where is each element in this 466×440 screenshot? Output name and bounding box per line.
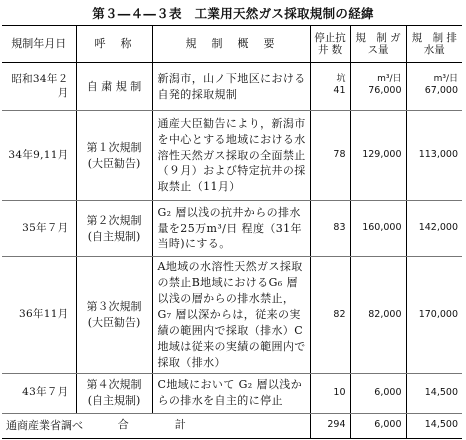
row-gas: 6,000: [350, 373, 406, 413]
row-name: [76, 373, 152, 413]
row-date: 34年9,11月: [2, 111, 76, 201]
row-wells: 78: [310, 111, 350, 201]
header-name: 呼 称: [76, 26, 152, 63]
row-name: [76, 201, 152, 257]
table-row: [2, 257, 462, 374]
header-wells: 停止抗井 数: [310, 26, 350, 63]
row-summary: C地域において G₂ 層以浅からの排水を自主的に停止: [152, 373, 310, 413]
row-gas: 82,000: [350, 257, 406, 374]
row-wells: [310, 63, 350, 111]
row-date: 35年７月: [2, 201, 76, 257]
row-water-value: 67,000: [424, 85, 458, 97]
row-gas-value: 76,000: [368, 85, 402, 97]
header-date: 規制年月日: [2, 26, 76, 63]
water-unit: m³/日: [433, 74, 458, 85]
row-summary: A地域の水溶性天然ガス採取の禁止B地域におけるG₆ 層以浅の層からの排水禁止，G₇ 層以深からは，従来の実績の範囲内で採取（排水）C地域は従来の実績の範囲内で採取（排水）: [152, 257, 310, 374]
row-name-line1: 自 粛 規 制: [86, 79, 142, 93]
row-gas: 160,000: [350, 201, 406, 257]
row-name-line1: 第２次規制: [86, 213, 142, 227]
row-name: [76, 257, 152, 374]
table-row: [2, 111, 462, 201]
total-gas: 6,000: [350, 413, 406, 438]
row-name-line2: (自主規制): [87, 229, 141, 243]
gas-unit: m³/日: [377, 74, 402, 85]
row-water: [406, 63, 462, 111]
row-wells: 83: [310, 201, 350, 257]
row-water: 142,000: [406, 201, 462, 257]
row-name-line2: (自主規制): [87, 394, 141, 408]
wells-unit: 坑: [336, 74, 346, 85]
regulation-history-table: [2, 25, 462, 439]
total-wells: 294: [310, 413, 350, 438]
row-date: 36年11月: [2, 257, 76, 374]
header-summary: 規 制 概 要: [152, 26, 310, 63]
row-name: [76, 111, 152, 201]
row-summary: 新潟市，山ノ下地区における自発的採取規制: [152, 63, 310, 111]
row-name-line1: 第３次規制: [86, 299, 142, 313]
row-name-line2: (大臣勧告): [87, 156, 141, 170]
row-summary: 通産大臣勧告により，新潟市を中心とする地域における水溶性天然ガス採取の全面禁止（９月）および特定抗井の採取禁止（11月）: [152, 111, 310, 201]
table-row: [2, 373, 462, 413]
total-label: 合 計: [2, 413, 310, 438]
header-gas: 規 制 ガス量: [350, 26, 406, 63]
row-wells: 10: [310, 373, 350, 413]
row-name-line1: 第１次規制: [86, 140, 142, 154]
row-gas: [350, 63, 406, 111]
row-name-line1: 第４次規制: [86, 378, 142, 392]
row-summary: G₂ 層以浅の抗井からの排水量を25万m³/日 程度（31年当時)にする。: [152, 201, 310, 257]
row-name-line2: (大臣勧告): [87, 315, 141, 329]
row-wells: 82: [310, 257, 350, 374]
table-row: [2, 201, 462, 257]
row-date: 43年７月: [2, 373, 76, 413]
row-name: [76, 63, 152, 111]
table-row: [2, 63, 462, 111]
total-water: 14,500: [406, 413, 462, 438]
row-water: 14,500: [406, 373, 462, 413]
header-row: [2, 26, 462, 63]
source-note: 通商産業省調べ: [6, 419, 83, 432]
row-water: 113,000: [406, 111, 462, 201]
table-title: 第３―４―３表 工業用天然ガス採取規制の経緯: [92, 6, 374, 21]
row-water: 170,000: [406, 257, 462, 374]
row-gas: 129,000: [350, 111, 406, 201]
header-water: 規 制 排水量: [406, 26, 462, 63]
row-wells-value: 41: [333, 85, 346, 97]
row-date: 昭和34年２月: [2, 63, 76, 111]
